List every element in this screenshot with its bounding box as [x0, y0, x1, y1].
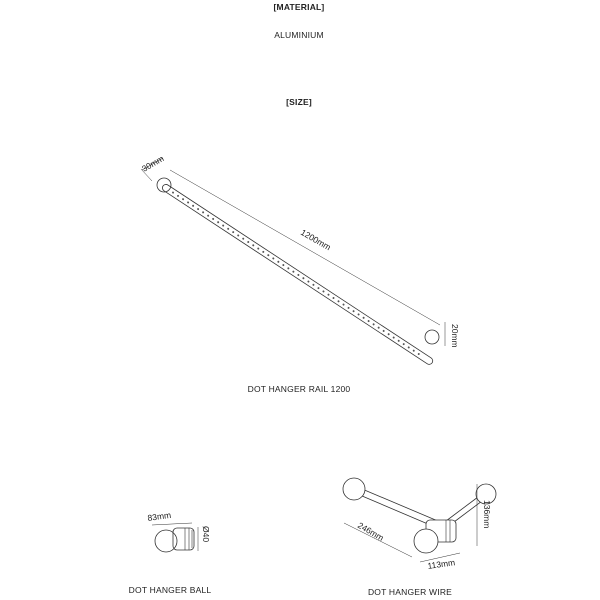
rail-dot [182, 198, 185, 201]
rail-dot [407, 346, 410, 349]
rail-dot [322, 290, 325, 293]
rail-dot [282, 264, 285, 267]
ball-drawing [152, 523, 198, 552]
rail-dot [262, 250, 265, 253]
rail-dot [352, 310, 355, 313]
rail-dot [207, 214, 210, 217]
rail-dot [247, 241, 250, 244]
rail-dot [197, 208, 200, 211]
ball-dim-diameter: Ø40 [201, 526, 211, 543]
rail-dot [362, 316, 365, 319]
wire-dim-depth: 113mm [426, 557, 456, 571]
ball-caption: DOT HANGER BALL [128, 585, 212, 595]
rail-caption: DOT HANGER RAIL 1200 [247, 384, 351, 394]
rail-dot [347, 306, 350, 309]
rail-dot [397, 339, 400, 342]
rail-dot [377, 326, 380, 329]
rail-dot [307, 280, 310, 283]
rail-dot [402, 343, 405, 346]
rail-dot [187, 201, 190, 204]
rail-dot [387, 333, 390, 336]
wire-dim-length: 246mm [356, 520, 386, 543]
rail-drawing [141, 158, 445, 366]
material-heading: [MATERIAL] [273, 2, 325, 12]
rail-dot [192, 204, 195, 207]
rail-dot [172, 191, 175, 194]
rail-dot [292, 270, 295, 273]
wire-ball-left [343, 478, 365, 500]
rail-dot [297, 274, 300, 277]
ball-length-dimension-line [152, 523, 192, 525]
rail-dot [312, 283, 315, 286]
material-value: ALUMINIUM [274, 30, 324, 40]
rail-dot [392, 336, 395, 339]
rail-end-cap-right [425, 330, 439, 344]
rail-dot [217, 221, 220, 224]
rail-dot [272, 257, 275, 260]
rail-dot [252, 244, 255, 247]
rail-dot [177, 194, 180, 197]
rail-dot [267, 254, 270, 257]
rail-dot [372, 323, 375, 326]
rail-dim-length: 1200mm [299, 227, 333, 253]
rail-dim-height: 20mm [450, 324, 460, 348]
rail-dot [287, 267, 290, 270]
rail-dot [302, 277, 305, 280]
rail-dot [367, 320, 370, 323]
wire-ball-front [414, 529, 438, 553]
rail-dot [212, 218, 215, 221]
rail-dot [237, 234, 240, 237]
rail-dot [232, 231, 235, 234]
rail-dot [332, 297, 335, 300]
rail-dim-width: 30mm [140, 153, 166, 174]
size-heading: [SIZE] [286, 97, 312, 107]
rail-dot [317, 287, 320, 290]
wire-caption: DOT HANGER WIRE [367, 587, 453, 597]
rail-dot [222, 224, 225, 227]
rail-length-dimension-line [170, 170, 440, 325]
rail-dot [202, 211, 205, 214]
rail-dots [172, 191, 420, 355]
rail-dot [327, 293, 330, 296]
rail-dot [277, 260, 280, 263]
rail-dot [257, 247, 260, 250]
wire-drawing [343, 478, 496, 562]
wire-arm-upper [355, 486, 445, 524]
rail-dot [227, 227, 230, 230]
rail-dot [242, 237, 245, 240]
rail-dot [417, 353, 420, 356]
rail-dot [382, 330, 385, 333]
rail-dot [342, 303, 345, 306]
rail-dot [357, 313, 360, 316]
wire-dim-height: 136mm [482, 500, 492, 529]
rail-dot [337, 300, 340, 303]
rail-dot [412, 349, 415, 352]
ball-dim-length: 83mm [146, 509, 172, 523]
